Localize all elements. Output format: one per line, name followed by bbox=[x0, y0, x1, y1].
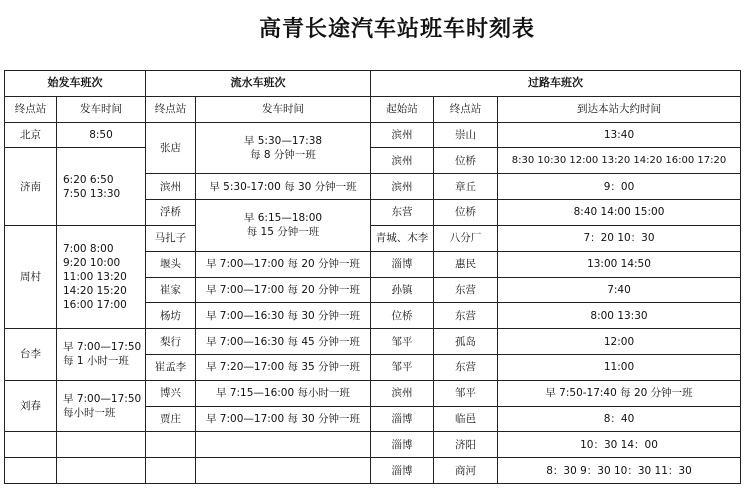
flow-dest-cell: 张店 bbox=[146, 122, 196, 174]
pass-origin-cell: 位桥 bbox=[371, 303, 434, 329]
empty-cell bbox=[146, 432, 196, 458]
empty-cell bbox=[196, 458, 371, 484]
empty-cell bbox=[5, 432, 57, 458]
flow-dest-cell: 杨坊 bbox=[146, 303, 196, 329]
pass-origin-cell: 淄博 bbox=[371, 432, 434, 458]
pass-dest-cell: 惠民 bbox=[434, 251, 498, 277]
col-header-pass-dest: 终点站 bbox=[434, 96, 498, 122]
col-header-dep-dest: 终点站 bbox=[5, 96, 57, 122]
col-header-pass-origin: 起始站 bbox=[371, 96, 434, 122]
pass-time-cell: 9：00 bbox=[498, 174, 741, 200]
flow-time-cell: 早 6:15—18:00 每 15 分钟一班 bbox=[196, 200, 371, 252]
col-header-pass-time: 到达本站大约时间 bbox=[498, 96, 741, 122]
pass-origin-cell: 淄博 bbox=[371, 251, 434, 277]
flow-dest-cell: 崔孟李 bbox=[146, 354, 196, 380]
pass-time-cell: 7：20 10：30 bbox=[498, 225, 741, 251]
page-title: 高青长途汽车站班车时刻表 bbox=[258, 17, 535, 42]
pass-time-cell: 早 7:50-17:40 每 20 分钟一班 bbox=[498, 380, 741, 406]
pass-time-cell: 7:40 bbox=[498, 277, 741, 303]
flow-dest-cell: 浮桥 bbox=[146, 200, 196, 226]
flow-time-cell: 早 7:00—17:00 每 30 分钟一班 bbox=[196, 406, 371, 432]
pass-origin-cell: 淄博 bbox=[371, 406, 434, 432]
dep-time-cell: 早 7:00—17:50 每小时一班 bbox=[57, 380, 146, 432]
pass-dest-cell: 济阳 bbox=[434, 432, 498, 458]
pass-dest-cell: 东营 bbox=[434, 277, 498, 303]
flow-time-cell: 早 7:00—17:00 每 20 分钟一班 bbox=[196, 251, 371, 277]
pass-dest-cell: 位桥 bbox=[434, 148, 498, 174]
pass-origin-cell: 滨州 bbox=[371, 148, 434, 174]
pass-dest-cell: 位桥 bbox=[434, 200, 498, 226]
flow-header: 流水车班次 bbox=[146, 71, 371, 97]
pass-dest-cell: 八分厂 bbox=[434, 225, 498, 251]
pass-dest-cell: 临邑 bbox=[434, 406, 498, 432]
pass-origin-cell: 滨州 bbox=[371, 122, 434, 148]
dep-time-cell: 早 7:00—17:50 每 1 小时一班 bbox=[57, 329, 146, 381]
dep-time-cell: 7:00 8:00 9:20 10:00 11:00 13:20 14:20 15:20 16:00 17:00 bbox=[57, 225, 146, 328]
pass-dest-cell: 崇山 bbox=[434, 122, 498, 148]
flow-dest-cell: 马扎子 bbox=[146, 225, 196, 251]
dep-time-cell: 8:50 bbox=[57, 122, 146, 148]
dep-time-cell: 6:20 6:50 7:50 13:30 bbox=[57, 148, 146, 225]
flow-time-cell: 早 7:15—16:00 每小时一班 bbox=[196, 380, 371, 406]
pass-dest-cell: 东营 bbox=[434, 303, 498, 329]
col-header-dep-time: 发车时间 bbox=[57, 96, 146, 122]
flow-time-cell: 早 7:00—16:30 每 45 分钟一班 bbox=[196, 329, 371, 355]
flow-dest-cell: 贾庄 bbox=[146, 406, 196, 432]
pass-origin-cell: 滨州 bbox=[371, 380, 434, 406]
pass-time-cell: 8:30 10:30 12:00 13:20 14:20 16:00 17:20 bbox=[498, 148, 741, 174]
dep-dest-cell: 台李 bbox=[5, 329, 57, 381]
pass-time-cell: 8:40 14:00 15:00 bbox=[498, 200, 741, 226]
pass-origin-cell: 青城、木李 bbox=[371, 225, 434, 251]
pass-time-cell: 8：30 9：30 10：30 11：30 bbox=[498, 458, 741, 484]
flow-dest-cell: 崔家 bbox=[146, 277, 196, 303]
dep-dest-cell: 北京 bbox=[5, 122, 57, 148]
pass-origin-cell: 滨州 bbox=[371, 174, 434, 200]
dep-dest-cell: 刘春 bbox=[5, 380, 57, 432]
pass-dest-cell: 东营 bbox=[434, 354, 498, 380]
pass-dest-cell: 孤岛 bbox=[434, 329, 498, 355]
flow-time-cell: 早 7:20—17:00 每 35 分钟一班 bbox=[196, 354, 371, 380]
flow-time-cell: 早 7:00—16:30 每 30 分钟一班 bbox=[196, 303, 371, 329]
pass-time-cell: 11:00 bbox=[498, 354, 741, 380]
timetable bbox=[4, 70, 741, 484]
flow-dest-cell: 博兴 bbox=[146, 380, 196, 406]
flow-time-cell: 早 7:00—17:00 每 20 分钟一班 bbox=[196, 277, 371, 303]
dep-dest-cell: 济南 bbox=[5, 148, 57, 225]
empty-cell bbox=[57, 432, 146, 458]
pass-origin-cell: 孙镇 bbox=[371, 277, 434, 303]
pass-dest-cell: 章丘 bbox=[434, 174, 498, 200]
flow-dest-cell: 滨州 bbox=[146, 174, 196, 200]
empty-cell bbox=[196, 432, 371, 458]
passing-header: 过路车班次 bbox=[371, 71, 741, 97]
col-header-flow-time: 发车时间 bbox=[196, 96, 371, 122]
pass-time-cell: 10：30 14：00 bbox=[498, 432, 741, 458]
departure-header: 始发车班次 bbox=[5, 71, 146, 97]
pass-time-cell: 8：40 bbox=[498, 406, 741, 432]
pass-dest-cell: 邹平 bbox=[434, 380, 498, 406]
flow-time-cell: 早 5:30—17:38 每 8 分钟一班 bbox=[196, 122, 371, 174]
empty-cell bbox=[5, 458, 57, 484]
pass-origin-cell: 邹平 bbox=[371, 354, 434, 380]
pass-time-cell: 12:00 bbox=[498, 329, 741, 355]
dep-dest-cell: 周村 bbox=[5, 225, 57, 328]
pass-origin-cell: 邹平 bbox=[371, 329, 434, 355]
empty-cell bbox=[146, 458, 196, 484]
flow-dest-cell: 梨行 bbox=[146, 329, 196, 355]
pass-time-cell: 8:00 13:30 bbox=[498, 303, 741, 329]
pass-origin-cell: 淄博 bbox=[371, 458, 434, 484]
col-header-flow-dest: 终点站 bbox=[146, 96, 196, 122]
flow-time-cell: 早 5:30-17:00 每 30 分钟一班 bbox=[196, 174, 371, 200]
pass-time-cell: 13:00 14:50 bbox=[498, 251, 741, 277]
flow-dest-cell: 堰头 bbox=[146, 251, 196, 277]
pass-time-cell: 13:40 bbox=[498, 122, 741, 148]
pass-dest-cell: 商河 bbox=[434, 458, 498, 484]
empty-cell bbox=[57, 458, 146, 484]
pass-origin-cell: 东营 bbox=[371, 200, 434, 226]
